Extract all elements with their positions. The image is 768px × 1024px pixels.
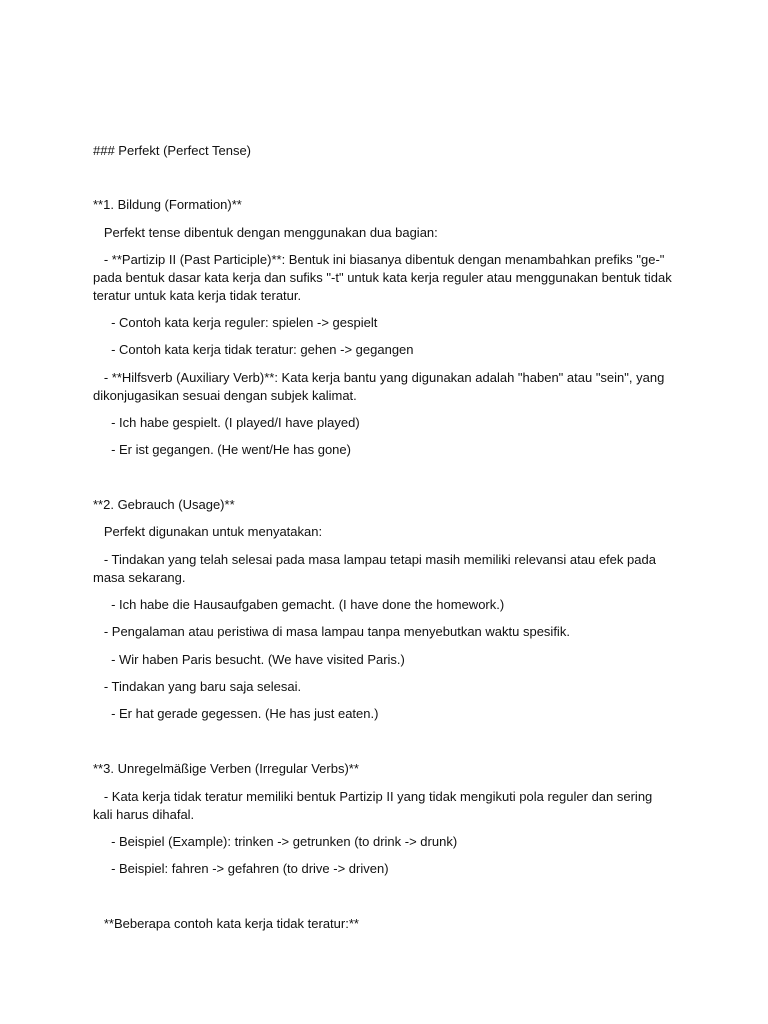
example-irregular-verb: - Contoh kata kerja tidak teratur: gehen -> gegangen: [93, 342, 414, 357]
partizip-line-2: pada bentuk dasar kata kerja dan sufiks "-t" untuk kata kerja reguler atau menggunakan bentuk tidak: [93, 270, 672, 285]
hilfsverb-line-2: dikonjugasikan sesuai dengan subjek kalimat.: [93, 388, 357, 403]
hilfsverb-line-1: - **Hilfsverb (Auxiliary Verb)**: Kata kerja bantu yang digunakan adalah "haben" atau "sein", yang: [93, 370, 665, 385]
irregular-example-1: - Beispiel (Example): trinken -> getrunken (to drink -> drunk): [93, 834, 458, 849]
section-2-intro: Perfekt digunakan untuk menyatakan:: [93, 524, 323, 539]
usage-3-example: - Er hat gerade gegessen. (He has just eaten.): [93, 706, 379, 721]
example-sein: - Er ist gegangen. (He went/He has gone): [93, 442, 351, 457]
irregular-desc-line-1: - Kata kerja tidak teratur memiliki bentuk Partizip II yang tidak mengikuti pola reguler dan sering: [93, 789, 653, 804]
usage-3: - Tindakan yang baru saja selesai.: [93, 679, 302, 694]
example-regular-verb: - Contoh kata kerja reguler: spielen -> gespielt: [93, 315, 378, 330]
irregular-desc-line-2: kali harus dihafal.: [93, 807, 195, 822]
section-3-title: **3. Unregelmäßige Verben (Irregular Verbs)**: [93, 761, 359, 776]
usage-2: - Pengalaman atau peristiwa di masa lampau tanpa menyebutkan waktu spesifik.: [93, 624, 570, 639]
partizip-line-1: - **Partizip II (Past Participle)**: Bentuk ini biasanya dibentuk dengan menambahkan prefiks "ge-": [93, 252, 665, 267]
section-2-title: **2. Gebrauch (Usage)**: [93, 497, 235, 512]
usage-1-example: - Ich habe die Hausaufgaben gemacht. (I have done the homework.): [93, 597, 505, 612]
section-1-intro: Perfekt tense dibentuk dengan menggunakan dua bagian:: [93, 225, 438, 240]
usage-2-example: - Wir haben Paris besucht. (We have visited Paris.): [93, 652, 405, 667]
irregular-example-2: - Beispiel: fahren -> gefahren (to drive -> driven): [93, 861, 389, 876]
partizip-line-3: teratur untuk kata kerja tidak teratur.: [93, 288, 302, 303]
example-haben: - Ich habe gespielt. (I played/I have played): [93, 415, 360, 430]
usage-1-line-2: masa sekarang.: [93, 570, 186, 585]
section-1-title: **1. Bildung (Formation)**: [93, 197, 242, 212]
usage-1-line-1: - Tindakan yang telah selesai pada masa lampau tetapi masih memiliki relevansi atau efek pada: [93, 552, 656, 567]
subheading-examples: **Beberapa contoh kata kerja tidak teratur:**: [93, 916, 359, 931]
document-heading: ### Perfekt (Perfect Tense): [93, 143, 252, 158]
